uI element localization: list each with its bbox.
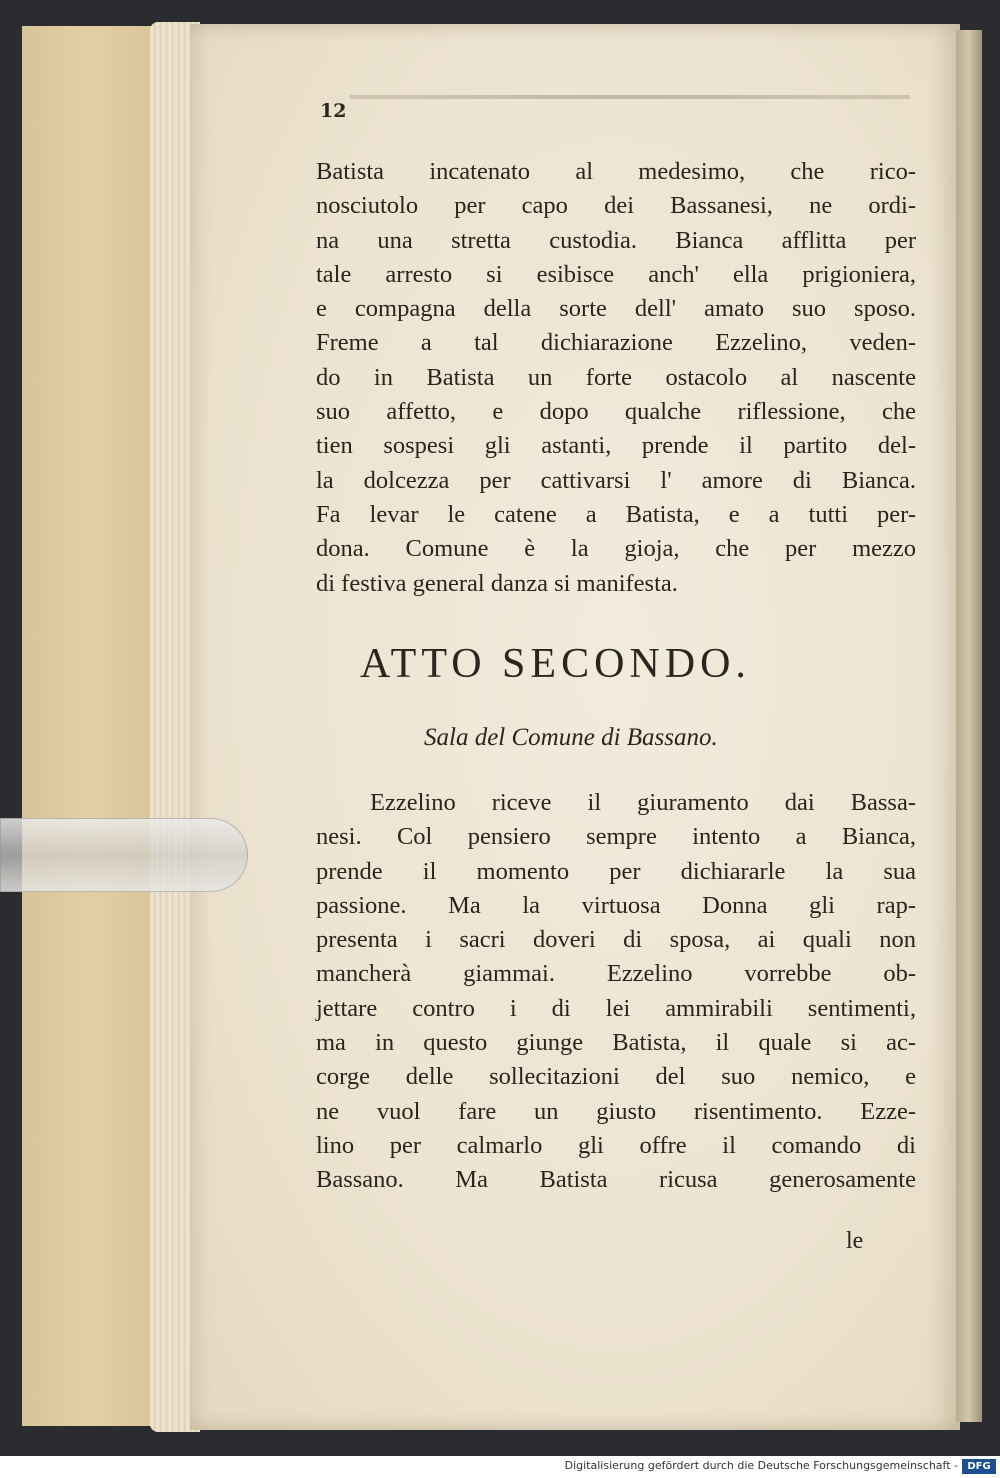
act-heading: ATTO SECONDO. [360, 641, 751, 687]
text-line: ma in questo giunge Batista, il quale si ac- [316, 1029, 916, 1057]
text-line: tien sospesi gli astanti, prende il partito del- [316, 432, 916, 460]
text-line: Bassano. Ma Batista ricusa generosamente [316, 1166, 916, 1194]
header-rule [350, 95, 910, 99]
dfg-logo-icon: DFG [962, 1459, 996, 1474]
catchword: le [846, 1228, 864, 1254]
text-line: prende il momento per dichiararle la sua [316, 857, 916, 885]
paragraph-1 [316, 155, 916, 601]
text-line: e compagna della sorte dell' amato suo sposo. [316, 295, 916, 323]
paragraph-2 [316, 786, 916, 1198]
scene-subheading: Sala del Comune di Bassano. [424, 724, 718, 751]
text-line: mancherà giammai. Ezzelino vorrebbe ob- [316, 960, 916, 988]
text-line: nesi. Col pensiero sempre intento a Bianca, [316, 823, 916, 851]
footer-bar [0, 1456, 1000, 1478]
funding-notice: Digitalisierung gefördert durch die Deutsche Forschungsgemeinschaft - [564, 1459, 958, 1472]
glass-page-holder [0, 818, 248, 892]
text-line: jettare contro i di lei ammirabili sentimenti, [316, 994, 916, 1022]
page-right-edge [956, 30, 982, 1422]
text-line: la dolcezza per cattivarsi l' amore di Bianca. [316, 466, 916, 494]
text-line: ne vuol fare un giusto risentimento. Ezze- [316, 1097, 916, 1125]
text-line: do in Batista un forte ostacolo al nascente [316, 363, 916, 391]
text-line: Freme a tal dichiarazione Ezzelino, veden- [316, 329, 916, 357]
text-line: di festiva general danza si manifesta. [316, 569, 678, 597]
text-line: corge delle sollecitazioni del suo nemico, e [316, 1063, 916, 1091]
text-line: passione. Ma la virtuosa Donna gli rap- [316, 891, 916, 919]
text-line: Batista incatenato al medesimo, che rico- [316, 158, 916, 185]
text-line: lino per calmarlo gli offre il comando di [316, 1131, 916, 1159]
text-line: Fa levar le catene a Batista, e a tutti per- [316, 500, 916, 528]
text-line: na una stretta custodia. Bianca afflitta per [316, 226, 916, 254]
text-line: Ezzelino riceve il giuramento dai Bassa- [370, 789, 916, 816]
text-line: presenta i sacri doveri di sposa, ai quali non [316, 926, 916, 954]
text-line: tale arresto si esibisce anch' ella prigioniera, [316, 260, 916, 288]
text-line: nosciutolo per capo dei Bassanesi, ne ordi- [316, 192, 916, 220]
page-number: 12 [320, 100, 347, 122]
text-line: dona. Comune è la gioja, che per mezzo [316, 535, 916, 563]
text-line: suo affetto, e dopo qualche riflessione, che [316, 398, 916, 426]
